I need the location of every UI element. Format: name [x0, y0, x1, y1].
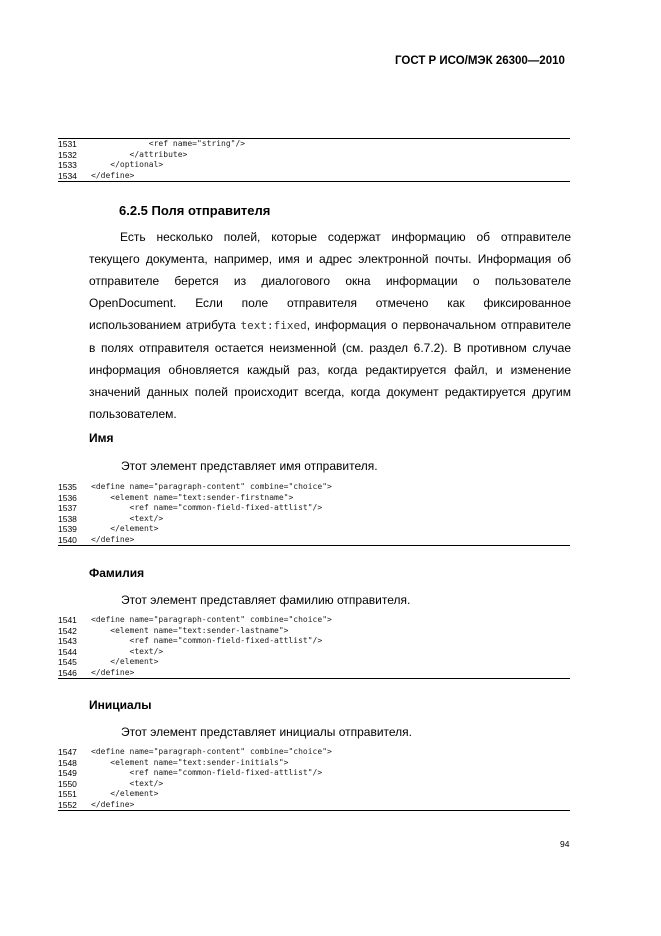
- line-number: 1546: [58, 667, 77, 678]
- line-number: 1545: [58, 657, 77, 667]
- inline-code-attribute: text:fixed: [240, 319, 307, 332]
- code-text: <ref name="common-field-fixed-attlist"/>: [91, 503, 323, 512]
- code-line: [58, 800, 570, 811]
- code-line: [58, 615, 570, 626]
- code-text: <ref name="common-field-fixed-attlist"/>: [91, 636, 323, 645]
- code-line: [58, 493, 570, 504]
- code-text: </element>: [91, 657, 159, 666]
- code-line: [58, 768, 570, 779]
- subsection-heading-initials: Инициалы: [89, 698, 152, 712]
- code-line: [58, 758, 570, 769]
- code-line: [58, 171, 570, 182]
- code-text: <element name="text:sender-firstname">: [91, 492, 294, 502]
- line-number: 1543: [58, 636, 77, 646]
- subsection-description-lastname: Этот элемент представляет фамилию отправителя.: [121, 593, 411, 607]
- code-line: [58, 747, 570, 758]
- subsection-description-name: Этот элемент представляет имя отправителя.: [121, 459, 378, 473]
- code-text: <text/>: [91, 646, 164, 656]
- code-text: </define>: [91, 799, 135, 809]
- code-text: </optional>: [91, 160, 164, 169]
- code-text: </attribute>: [91, 149, 188, 159]
- code-text: <define name="paragraph-content" combine="choice">: [91, 482, 332, 491]
- line-number: 1544: [58, 646, 77, 657]
- subsection-heading-name: Имя: [89, 431, 114, 445]
- line-number: 1534: [58, 170, 77, 181]
- line-number: 1550: [58, 778, 77, 789]
- line-number: 1548: [58, 757, 77, 768]
- code-text: </define>: [91, 667, 135, 677]
- line-number: 1539: [58, 524, 77, 534]
- line-number: 1537: [58, 503, 77, 513]
- code-text: <text/>: [91, 513, 164, 523]
- code-line: [58, 626, 570, 637]
- code-text: </define>: [91, 170, 135, 180]
- code-line: [58, 160, 570, 171]
- code-line: [58, 524, 570, 535]
- line-number: 1535: [58, 482, 77, 492]
- code-text: <define name="paragraph-content" combine="choice">: [91, 615, 332, 624]
- code-block-sender-lastname: [58, 615, 570, 679]
- code-text: <element name="text:sender-lastname">: [91, 625, 289, 635]
- code-text: <element name="text:sender-initials">: [91, 757, 289, 767]
- page-number: 94: [560, 839, 570, 849]
- line-number: 1549: [58, 768, 77, 778]
- line-number: 1540: [58, 534, 77, 545]
- body-paragraph: [89, 226, 571, 425]
- code-line: [58, 150, 570, 161]
- code-text: </element>: [91, 789, 159, 798]
- line-number: 1552: [58, 799, 77, 810]
- code-line: [58, 503, 570, 514]
- section-title: 6.2.5 Поля отправителя: [119, 203, 271, 218]
- line-number: 1547: [58, 747, 77, 757]
- code-line: [58, 482, 570, 493]
- code-line: [58, 657, 570, 668]
- paragraph-text-part1: Есть несколько полей, которые содержат информацию об отправителе текущего документа, например, имя и адрес электронной почты. Информация об отправителе берется из диалогового окна информации о пользователе OpenDocument. Если поле отправителя отмечено как фиксированное использованием атрибута: [89, 230, 571, 332]
- code-line: [58, 668, 570, 679]
- code-line: [58, 535, 570, 546]
- line-number: 1541: [58, 615, 77, 625]
- code-block-sender-firstname: [58, 482, 570, 546]
- code-line: [58, 514, 570, 525]
- line-number: 1536: [58, 492, 77, 503]
- line-number: 1538: [58, 513, 77, 524]
- code-block-continuation: [58, 138, 570, 182]
- code-line: [58, 636, 570, 647]
- code-text: <ref name="common-field-fixed-attlist"/>: [91, 768, 323, 777]
- code-line: [58, 647, 570, 658]
- code-line: [58, 789, 570, 800]
- line-number: 1551: [58, 789, 77, 799]
- code-text: <ref name="string"/>: [91, 139, 246, 148]
- code-line: [58, 779, 570, 790]
- line-number: 1542: [58, 625, 77, 636]
- line-number: 1531: [58, 139, 77, 149]
- paragraph-text-part2: , информация о первоначальном отправителе в полях отправителя остается неизменной (см. раздел 6.7.2). В противном случае информация обновляется каждый раз, когда редактируется файл, и изменение значений данных полей происходит всегда, когда документ редактируется другим пользователем.: [89, 318, 571, 421]
- line-number: 1533: [58, 160, 77, 170]
- code-block-sender-initials: [58, 747, 570, 811]
- subsection-heading-lastname: Фамилия: [89, 566, 145, 580]
- code-text: <text/>: [91, 778, 164, 788]
- line-number: 1532: [58, 149, 77, 160]
- code-text: </element>: [91, 524, 159, 533]
- code-text: </define>: [91, 534, 135, 544]
- code-line: [58, 139, 570, 150]
- subsection-description-initials: Этот элемент представляет инициалы отправителя.: [121, 725, 413, 739]
- code-text: <define name="paragraph-content" combine="choice">: [91, 747, 332, 756]
- page-header: ГОСТ Р ИСО/МЭК 26300—2010: [395, 55, 565, 67]
